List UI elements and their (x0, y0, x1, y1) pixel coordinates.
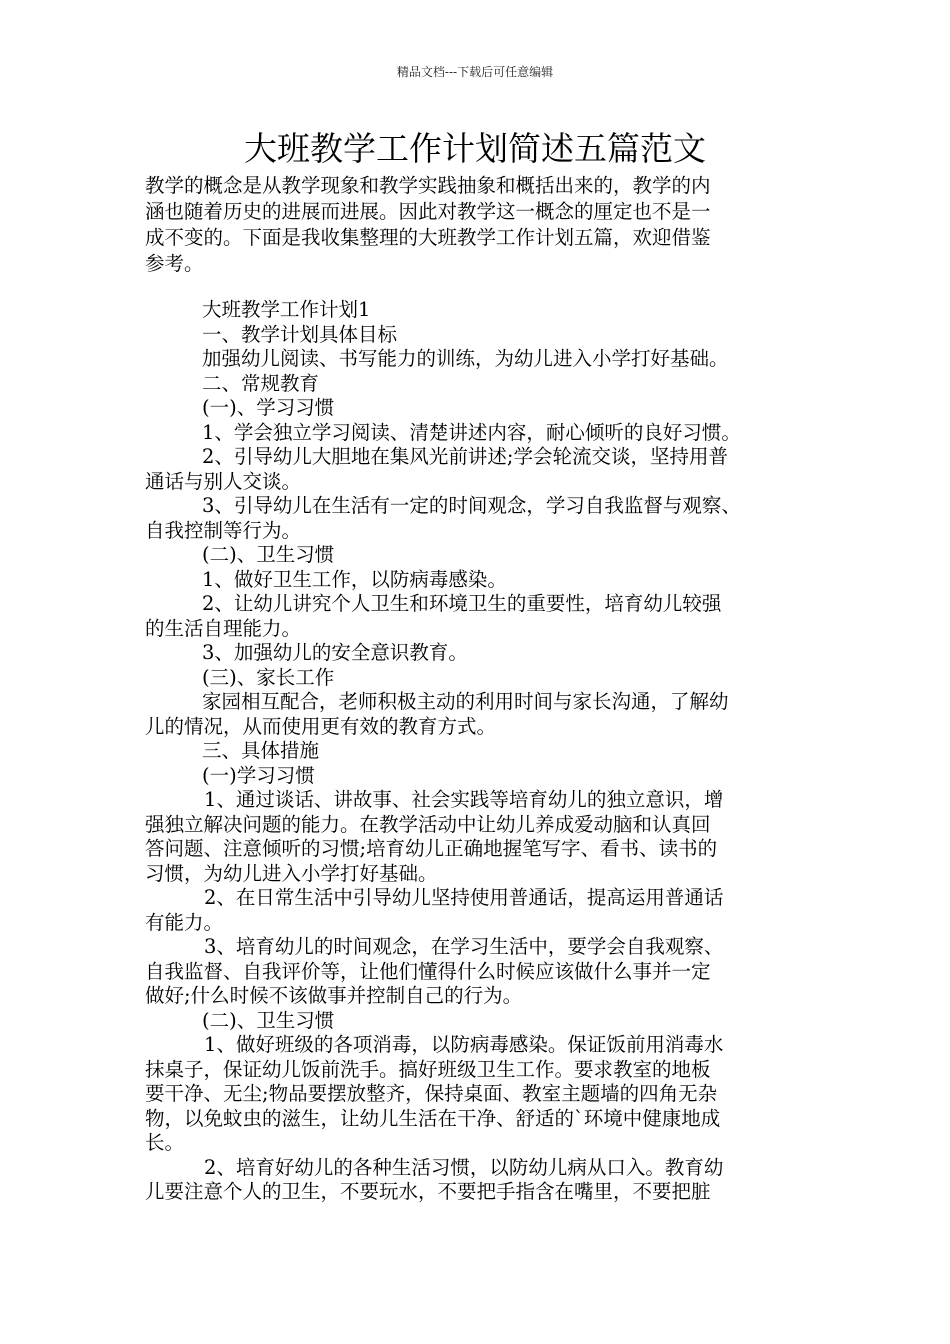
body-line: 2、引导幼儿大胆地在集风光前讲述;学会轮流交谈，坚持用普 (202, 445, 728, 468)
body-line: 强独立解决问题的能力。在教学活动中让幼儿养成爱动脑和认真回 (145, 812, 711, 836)
body-line: 儿要注意个人的卫生，不要玩水，不要把手指含在嘴里，不要把脏 (145, 1180, 711, 1203)
subsection-heading: (二)、卫生习惯 (202, 1008, 335, 1032)
body-line: 要干净、无尘;物品要摆放整齐，保持桌面、教室主题墙的四角无杂 (145, 1082, 718, 1105)
subsection-heading: (一)学习习惯 (202, 763, 315, 787)
body-line: 3、培育幼儿的时间观念，在学习生活中，要学会自我观察、 (204, 935, 724, 958)
body-line: 加强幼儿阅读、书写能力的训练，为幼儿进入小学打好基础。 (202, 347, 729, 370)
intro-line: 教学的概念是从教学现象和教学实践抽象和概括出来的，教学的内 (145, 174, 711, 197)
intro-line: 涵也随着历史的进展而进展。因此对教学这一概念的厘定也不是一 (145, 200, 711, 223)
document-title: 大班教学工作计划简述五篇范文 (244, 129, 706, 168)
body-line: 抹桌子，保证幼儿饭前洗手。搞好班级卫生工作。要求教室的地板 (145, 1057, 711, 1081)
header-note: 精品文档---下载后可任意编辑 (396, 65, 554, 79)
body-line: 答问题、注意倾听的习惯;培育幼儿正确地握笔写字、看书、读书的 (145, 837, 718, 860)
body-line: 习惯，为幼儿进入小学打好基础。 (145, 861, 438, 885)
body-line: 自我控制等行为。 (145, 518, 302, 542)
subsection-heading: (二)、卫生习惯 (202, 543, 335, 566)
body-line: 长。 (145, 1131, 185, 1154)
body-line: 3、加强幼儿的安全意识教育。 (202, 641, 468, 664)
body-line: 儿的情况，从而使用更有效的教育方式。 (145, 714, 497, 738)
body-line: 1、学会独立学习阅读、清楚讲述内容，耐心倾听的良好习惯。 (202, 420, 741, 444)
intro-line: 参考。 (145, 252, 204, 275)
body-line: 家园相互配合，老师积极主动的利用时间与家长沟通，了解幼 (202, 690, 729, 713)
section-heading: 一、教学计划具体目标 (202, 322, 398, 346)
body-line: 1、做好卫生工作，以防病毒感染。 (202, 567, 507, 591)
body-line: 3、引导幼儿在生活有一定的时间观念，学习自我监督与观察、 (202, 494, 741, 517)
section-heading: 三、具体措施 (202, 739, 320, 762)
intro-paragraph (145, 174, 815, 278)
intro-line: 成不变的。下面是我收集整理的大班教学工作计划五篇，欢迎借鉴 (145, 226, 711, 249)
body-line: 有能力。 (145, 910, 224, 934)
body-line: 2、在日常生活中引导幼儿坚持使用普通话，提高运用普通话 (204, 886, 724, 909)
section-heading: 二、常规教育 (202, 371, 320, 395)
subsection-heading: (三)、家长工作 (202, 665, 335, 689)
document-body (145, 298, 815, 1205)
body-line: 2、培育好幼儿的各种生活习惯，以防幼儿病从口入。教育幼 (204, 1155, 724, 1179)
body-line: 物，以免蚊虫的滋生，让幼儿生活在干净、舒适的`环境中健康地成 (145, 1106, 721, 1130)
subsection-heading: (一)、学习习惯 (202, 396, 335, 419)
section-heading: 大班教学工作计划1 (202, 298, 371, 321)
body-line: 2、让幼儿讲究个人卫生和环境卫生的重要性，培育幼儿较强 (202, 592, 722, 615)
body-line: 做好;什么时候不该做事并控制自己的行为。 (145, 984, 523, 1007)
body-line: 的生活自理能力。 (145, 616, 302, 640)
body-line: 通话与别人交谈。 (145, 469, 302, 493)
body-line: 自我监督、自我评价等，让他们懂得什么时候应该做什么事并一定 (145, 959, 711, 983)
body-line: 1、通过谈话、讲故事、社会实践等培育幼儿的独立意识，增 (204, 788, 724, 811)
body-line: 1、做好班级的各项消毒，以防病毒感染。保证饭前用消毒水 (204, 1033, 724, 1056)
